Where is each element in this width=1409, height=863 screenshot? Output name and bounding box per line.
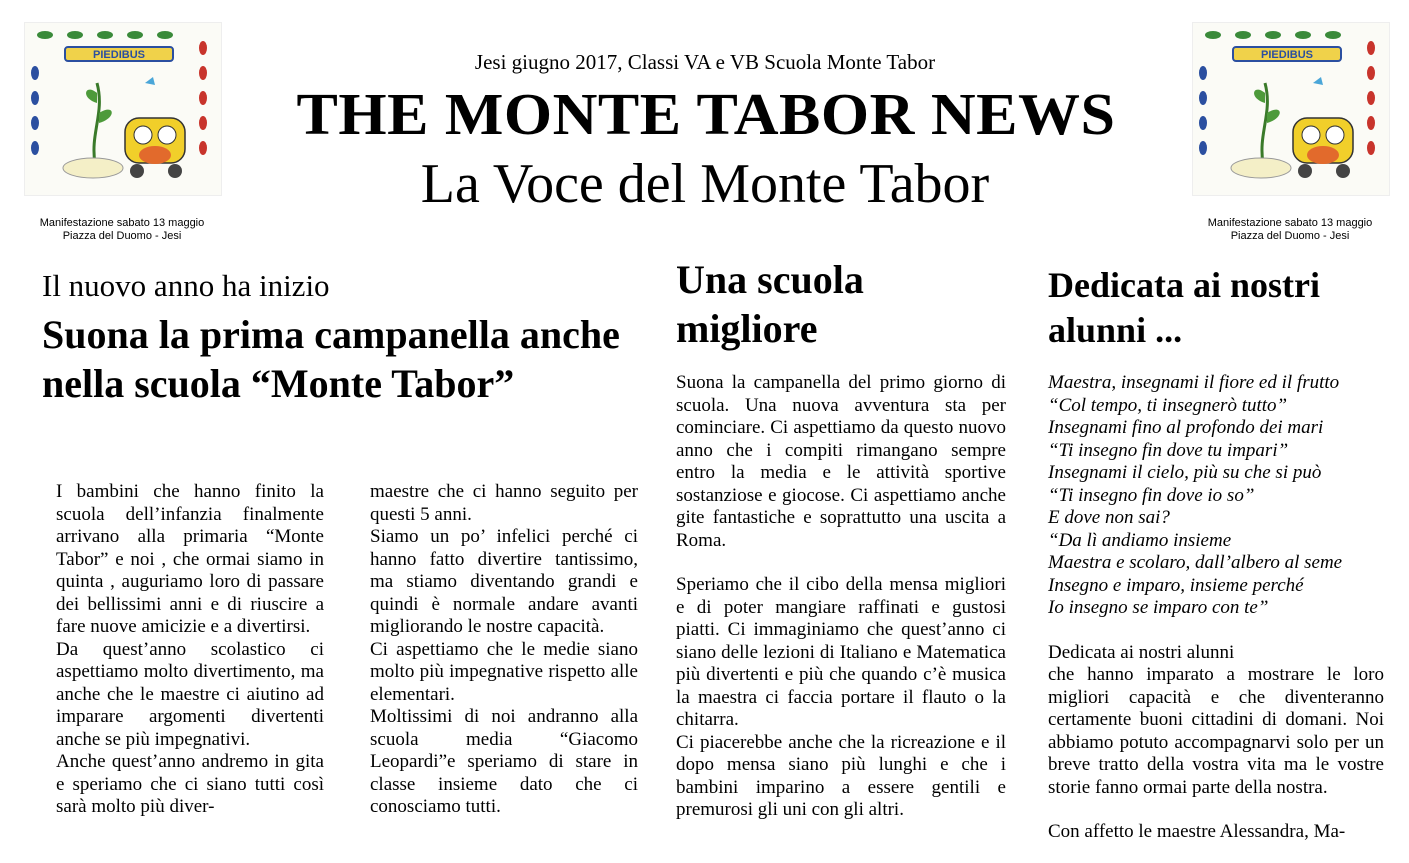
dedication-title: Dedicata ai nostri alunni <box>1048 641 1235 663</box>
piedibus-logo-left <box>24 22 220 243</box>
paragraph: Siamo un po’ infelici perché ci hanno fatto divertire tantissimo, ma stiamo diventando grandi e quindi è normale andare avanti migliorando le nostre capacità. <box>370 526 638 637</box>
article1-kicker: Il nuovo anno ha inizio <box>42 268 330 303</box>
poem-line: “Ti insegno fin dove tu impari” <box>1048 439 1289 461</box>
article2-headline: Una scuola migliore <box>676 257 864 352</box>
article3-headline: Dedicata ai nostri alunni ... <box>1048 265 1320 351</box>
poem-line: “Col tempo, ti insegnerò tutto” <box>1048 394 1288 416</box>
paragraph: Anche quest’anno andremo in gita e speriamo che ci siano tutti così sarà molto più diver- <box>56 751 324 817</box>
logo-caption <box>1192 217 1388 243</box>
poem-line: Io insegno se imparo con te” <box>1048 597 1269 618</box>
poem-line: Maestra e scolaro, dall’albero al seme <box>1048 552 1343 573</box>
piedibus-logo-right <box>1192 22 1388 243</box>
poem <box>1048 372 1384 620</box>
poem-line: Insegno e imparo, insieme perché <box>1048 574 1304 596</box>
article1-column-1 <box>56 481 324 819</box>
paragraph: Moltissimi di noi andranno alla scuola media “Giacomo Leopardi”e speriamo di stare in classe insieme dato che ci conosciamo tutti. <box>370 706 638 817</box>
poem-line: Maestra, insegnami il fiore ed il frutto <box>1048 372 1340 393</box>
paragraph: maestre che ci hanno seguito per questi 5 anni. <box>370 481 638 525</box>
piedibus-illustration <box>24 22 222 196</box>
poem-line: E dove non sai? <box>1048 507 1170 528</box>
paragraph: Ci aspettiamo che le medie siano molto più impegnative rispetto alle elementari. <box>370 638 638 705</box>
signature: Con affetto le maestre Alessandra, Ma- <box>1048 821 1346 842</box>
piedibus-illustration <box>1192 22 1390 196</box>
poem-line: Insegnami fino al profondo dei mari <box>1048 417 1324 438</box>
logo-caption-line1: Manifestazione sabato 13 maggio <box>1207 217 1373 229</box>
paragraph: Ci piacerebbe anche che la ricreazione e il dopo mensa siano più lunghi e che i bambini imparino a essere gentili e premurosi gli uni con gli altri. <box>676 731 1006 820</box>
article2-body <box>676 372 1006 822</box>
newspaper-title: THE MONTE TABOR NEWS <box>296 82 1116 148</box>
poem-line: Insegnami il cielo, più su che si può <box>1048 462 1322 483</box>
logo-caption-line2: Piazza del Duomo - Jesi <box>1230 230 1350 242</box>
masthead-subtitle: Jesi giugno 2017, Classi VA e VB Scuola Monte Tabor <box>474 50 936 74</box>
paragraph: Speriamo che il cibo della mensa migliori e di poter mangiare raffinati e gustosi piatti. Ci immaginiamo che quest’anno ci siano delle lezioni di Italiano e Matematica più divertenti e più che quando c’è musica la maestra ci faccia portare il flauto o la chitarra. <box>676 574 1006 730</box>
logo-caption-line2: Piazza del Duomo - Jesi <box>62 230 182 242</box>
paragraph: Suona la campanella del primo giorno di scuola. Una nuova avventura sta per cominciare. Ci aspettiamo da questo nuovo anno che i compiti rimangano sempre entro la media e le attività sportive sostanziose e giocose. Ci aspettiamo anche gite fantastiche e soprattutto una uscita a Roma. <box>676 372 1006 551</box>
logo-caption-line1: Manifestazione sabato 13 maggio <box>39 217 205 229</box>
article3-body <box>1048 372 1384 844</box>
article1-headline: Suona la prima campanella anche nella scuola “Monte Tabor” <box>42 312 620 407</box>
logo-caption <box>24 217 220 243</box>
newspaper-motto: La Voce del Monte Tabor <box>420 153 990 215</box>
piedibus-banner-text: PIEDIBUS <box>93 49 145 61</box>
piedibus-banner-text: PIEDIBUS <box>1261 49 1313 61</box>
paragraph: Da quest’anno scolastico ci aspettiamo molto divertimento, ma anche che le maestre ci aiutino ad imparare argomenti divertenti anche se più impegnativi. <box>56 638 324 750</box>
poem-line: “Ti insegno fin dove io so” <box>1048 484 1255 506</box>
dedication-body: che hanno imparato a mostrare le loro migliori capacità e che diventeranno certamente buoni cittadini di domani. Noi abbiamo potuto accompagnarvi solo per un breve tratto della vostra vita ma le vostre storie fanno ormai parte della nostra. <box>1048 664 1384 798</box>
paragraph: I bambini che hanno finito la scuola dell’infanzia finalmente arrivano alla primaria “Monte Tabor” e noi , che ormai siamo in quinta , auguriamo loro di passare dei bellissimi anni e di riuscire a fare nuove amicizie e a divertirsi. <box>56 481 324 637</box>
article1-column-2 <box>370 481 638 819</box>
poem-line: “Da lì andiamo insieme <box>1048 529 1232 551</box>
